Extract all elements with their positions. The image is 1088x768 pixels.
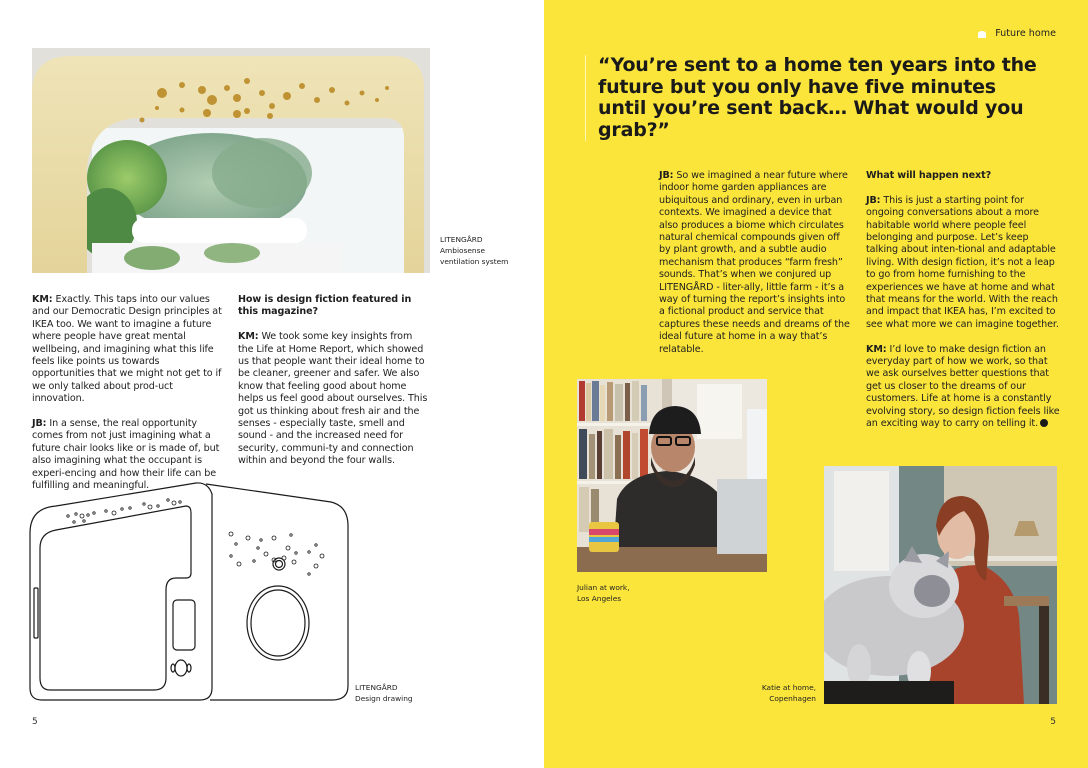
speaker-label: KM: bbox=[238, 331, 259, 343]
caption-title: LITENGÅRD bbox=[355, 683, 398, 692]
photo-katie bbox=[824, 466, 1057, 704]
caption-julian bbox=[577, 582, 677, 604]
right-column-2 bbox=[866, 170, 1060, 443]
speaker-label: KM: bbox=[32, 294, 53, 305]
julian-portrait-image bbox=[577, 379, 767, 572]
left-column-2 bbox=[238, 294, 428, 480]
right-column-1 bbox=[659, 170, 853, 368]
caption-line: Copenhagen bbox=[769, 694, 816, 703]
section-label bbox=[977, 28, 1056, 39]
paragraph bbox=[238, 331, 428, 467]
paragraph-text: We took some key insights from the Life at Home Report, which showed us that people want their ideal home to be cleaner, greener and safer. We also know that feeling good about home helps us feel good about ourselves. This got us thinking about fresh air and the senses - especially taste, smell and sound - and the increased need for security, communi-ty and connection within and beyond the four walls. bbox=[238, 331, 428, 467]
device-line-drawing bbox=[26, 478, 352, 708]
paragraph-text: In a sense, the real opportunity comes from not just imagining what a future chair looks like or is made of, but also imagining what the occupant is experi-encing and how their life can be fulfilling and meaningful. bbox=[32, 418, 220, 492]
caption-drawing bbox=[355, 682, 445, 704]
caption-line: ventilation system bbox=[440, 257, 509, 266]
caption-line: Julian at work, bbox=[577, 583, 630, 592]
paragraph bbox=[659, 170, 853, 356]
left-column-1 bbox=[32, 294, 222, 505]
speaker-label: JB: bbox=[866, 194, 881, 206]
hero-photo-litengard bbox=[32, 48, 430, 273]
caption-line: Ambiosense bbox=[440, 246, 486, 255]
paragraph bbox=[32, 294, 222, 406]
pull-quote: “You’re sent to a home ten years into the future but you only have five minutes until you’re sent back… What would you grab?” bbox=[598, 54, 1037, 141]
pull-quote-block bbox=[585, 55, 1045, 141]
page-number-right: 5 bbox=[1050, 717, 1056, 727]
paragraph bbox=[866, 195, 1060, 331]
house-icon bbox=[977, 30, 987, 38]
subhead: What will happen next? bbox=[866, 170, 992, 181]
caption-ambiosense bbox=[440, 234, 530, 267]
caption-line: Katie at home, bbox=[761, 683, 816, 692]
speaker-label: JB: bbox=[659, 170, 674, 181]
end-mark-icon bbox=[1040, 419, 1048, 427]
section-label-text: Future home bbox=[995, 28, 1056, 39]
design-drawing bbox=[26, 478, 352, 708]
paragraph-text: I’d love to make design fiction an everyday part of how we work, so that we ask ourselves better questions that get us closer to the dreams of our customers. Life at home is a constantly evolving story, so design fiction feels like an exciting way to carry on telling it. bbox=[866, 343, 1060, 430]
subhead: How is design fiction featured in this magazine? bbox=[238, 294, 412, 318]
caption-line: Design drawing bbox=[355, 694, 413, 703]
page-number-left: 5 bbox=[32, 717, 38, 727]
katie-portrait-image bbox=[824, 466, 1057, 704]
caption-title: LITENGÅRD bbox=[440, 235, 483, 244]
speaker-label: JB: bbox=[32, 418, 47, 430]
paragraph-text: Exactly. This taps into our values and our Democratic Design principles at IKEA too. We want to imagine a future where people have great mental wellbeing, and imagining what this life feels like points us towards opportunities that we might not get to if we only talked about prod-uct innovation. bbox=[32, 294, 222, 405]
paragraph-text: So we imagined a near future where indoor home garden appliances are ubiquitous and ordinary, even in urban contexts. We imagined a device that also produces a biome which circulates natural chemical compounds given off by plant growth, and a subtle audio mechanism that produces “farm fresh” sounds. That’s when we conjured up LITENGÅRD - liter-ally, little farm - it’s a way of turning the report’s insights into a fictional product and service that captures these needs and dreams of the ideal future at home in a way that’s relatable. bbox=[659, 170, 850, 355]
paragraph bbox=[866, 344, 1060, 431]
caption-line: Los Angeles bbox=[577, 594, 622, 603]
photo-julian bbox=[577, 379, 767, 572]
garden-appliance-image bbox=[32, 48, 430, 273]
caption-katie bbox=[744, 682, 816, 704]
paragraph-text: This is just a starting point for ongoing conversations about a more habitable world where people feel belonging and purpose. Let’s keep talking about inten-tional and adaptable living. With design fiction, it’s not a leap to go from home furnishing to the experiences we have at home and what that means for the world. With the reach and impact that IKEA has, I’m excited to see what more we can imagine together. bbox=[866, 194, 1059, 330]
speaker-label: KM: bbox=[866, 343, 887, 355]
